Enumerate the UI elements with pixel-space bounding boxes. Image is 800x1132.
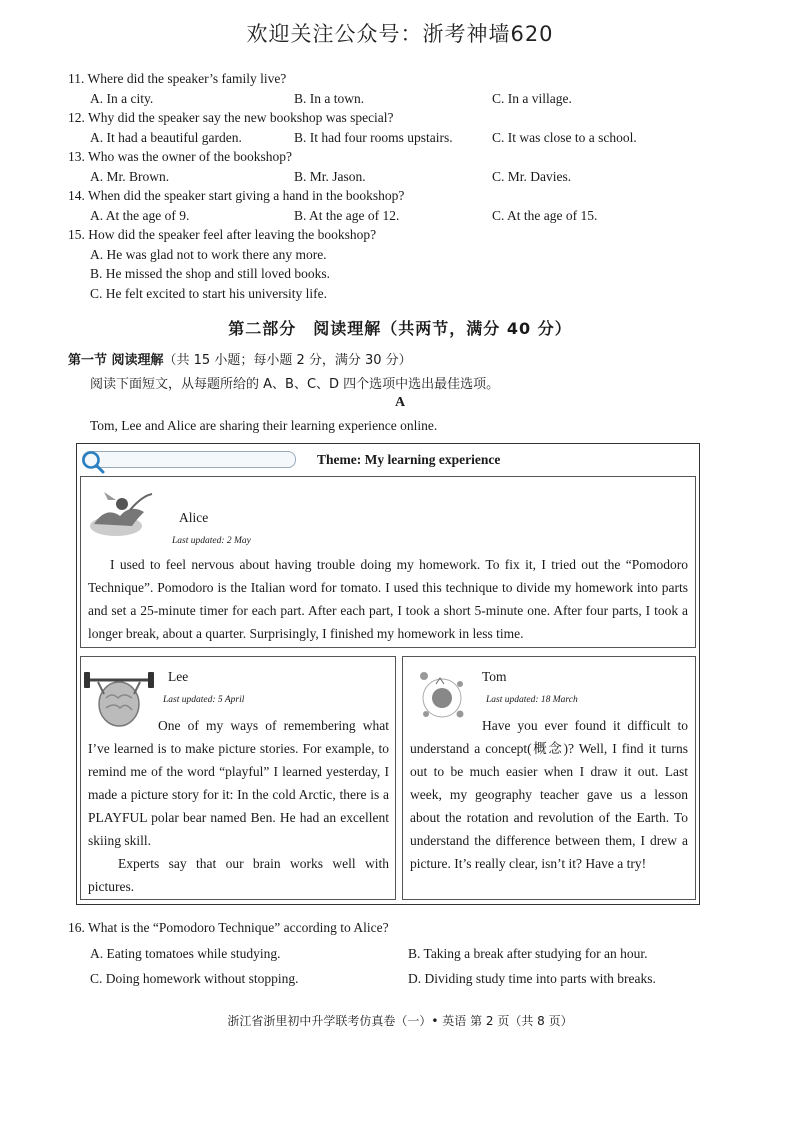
question-16: 16. What is the “Pomodoro Technique” according to Alice? — [68, 920, 389, 935]
passage-letter: A — [394, 395, 406, 410]
option: C. In a village. — [492, 91, 572, 106]
search-bar — [82, 451, 296, 468]
tom-name: Tom — [482, 669, 507, 684]
option: C. At the age of 15. — [492, 208, 598, 223]
alice-text: I used to feel nervous about having trouble doing my homework. To fix it, I tried out the “Pomodoro Technique”. Pomodoro is the Italian word for tomato. I used this technique to divide my homework into parts and set a 25-minute timer for each part. After each part, I took a short 5-minute one. After four parts, I took a longer break, about a quarter. Surprisingly, I finished my homework in less time. — [88, 557, 688, 641]
option: D. Dividing study time into parts with breaks. — [408, 971, 656, 986]
passage-intro: Tom, Lee and Alice are sharing their learning experience online. — [90, 418, 438, 433]
tom-updated: Last updated: 18 March — [486, 695, 578, 705]
question-15: 15. How did the speaker feel after leaving the bookshop? — [68, 227, 377, 242]
alice-updated: Last updated: 2 May — [172, 536, 251, 546]
option: C. He felt excited to start his university life. — [90, 286, 327, 301]
question-13: 13. Who was the owner of the bookshop? — [68, 149, 292, 164]
section-title: 第二部分 阅读理解（共两节，满分 40 分） — [228, 319, 572, 338]
option: A. Mr. Brown. — [90, 169, 170, 184]
lee-updated: Last updated: 5 April — [163, 695, 245, 705]
lee-text-1: One of my ways of remembering what I’ve learned is to make picture stories. For example, to remind me of the word “playful” I learned yesterday, I made a picture story for it: In the cold Arctic, there is a PLAYFUL polar bear named Ben. He had an excellent skiing skill. — [88, 718, 389, 848]
option: A. It had a beautiful garden. — [90, 130, 242, 145]
lee-text-2: Experts say that our brain works well with pictures. — [88, 856, 389, 894]
alice-name: Alice — [179, 510, 209, 525]
page-header: 欢迎关注公众号：浙考神墙620 — [246, 22, 554, 46]
option: A. He was glad not to work there any more. — [90, 247, 327, 262]
subsection-bold: 第一节 阅读理解 — [68, 353, 164, 368]
option: B. At the age of 12. — [294, 208, 400, 223]
question-12: 12. Why did the speaker say the new bookshop was special? — [68, 110, 394, 125]
option: A. Eating tomatoes while studying. — [90, 946, 281, 961]
option: C. Doing homework without stopping. — [90, 971, 299, 986]
option: B. It had four rooms upstairs. — [294, 130, 453, 145]
tom-text: Have you ever found it difficult to understand a concept(概念)? Well, I find it turns out to be much easier when I draw it out. Last week, my geography teacher gave us a lesson about the rotation and revolution of the Earth. To understand the difference between them, I drew a picture. It’s really clear, isn’t it? Have a try! — [410, 718, 688, 871]
subsection-rest: （共 15 小题；每小题 2 分，满分 30 分） — [163, 353, 412, 368]
lee-name: Lee — [168, 669, 189, 684]
card-theme: Theme: My learning experience — [317, 452, 501, 467]
alice-avatar — [86, 486, 158, 540]
option: B. Mr. Jason. — [294, 169, 366, 184]
question-14: 14. When did the speaker start giving a hand in the bookshop? — [68, 188, 405, 203]
option: B. He missed the shop and still loved books. — [90, 266, 330, 281]
option: C. It was close to a school. — [492, 130, 637, 145]
option: A. In a city. — [90, 91, 154, 106]
question-11: 11. Where did the speaker’s family live? — [68, 71, 287, 86]
option: B. Taking a break after studying for an hour. — [408, 946, 648, 961]
lee-text — [88, 714, 389, 898]
option: C. Mr. Davies. — [492, 169, 572, 184]
page-footer: 浙江省浙里初中升学联考仿真卷（一）• 英语 第 2 页（共 8 页） — [227, 1014, 573, 1028]
subsection-heading — [68, 349, 412, 368]
option: B. In a town. — [294, 91, 365, 106]
option: A. At the age of 9. — [90, 208, 190, 223]
search-icon — [80, 449, 106, 475]
instruction: 阅读下面短文，从每题所给的 A、B、C、D 四个选项中选出最佳选项。 — [90, 377, 500, 392]
